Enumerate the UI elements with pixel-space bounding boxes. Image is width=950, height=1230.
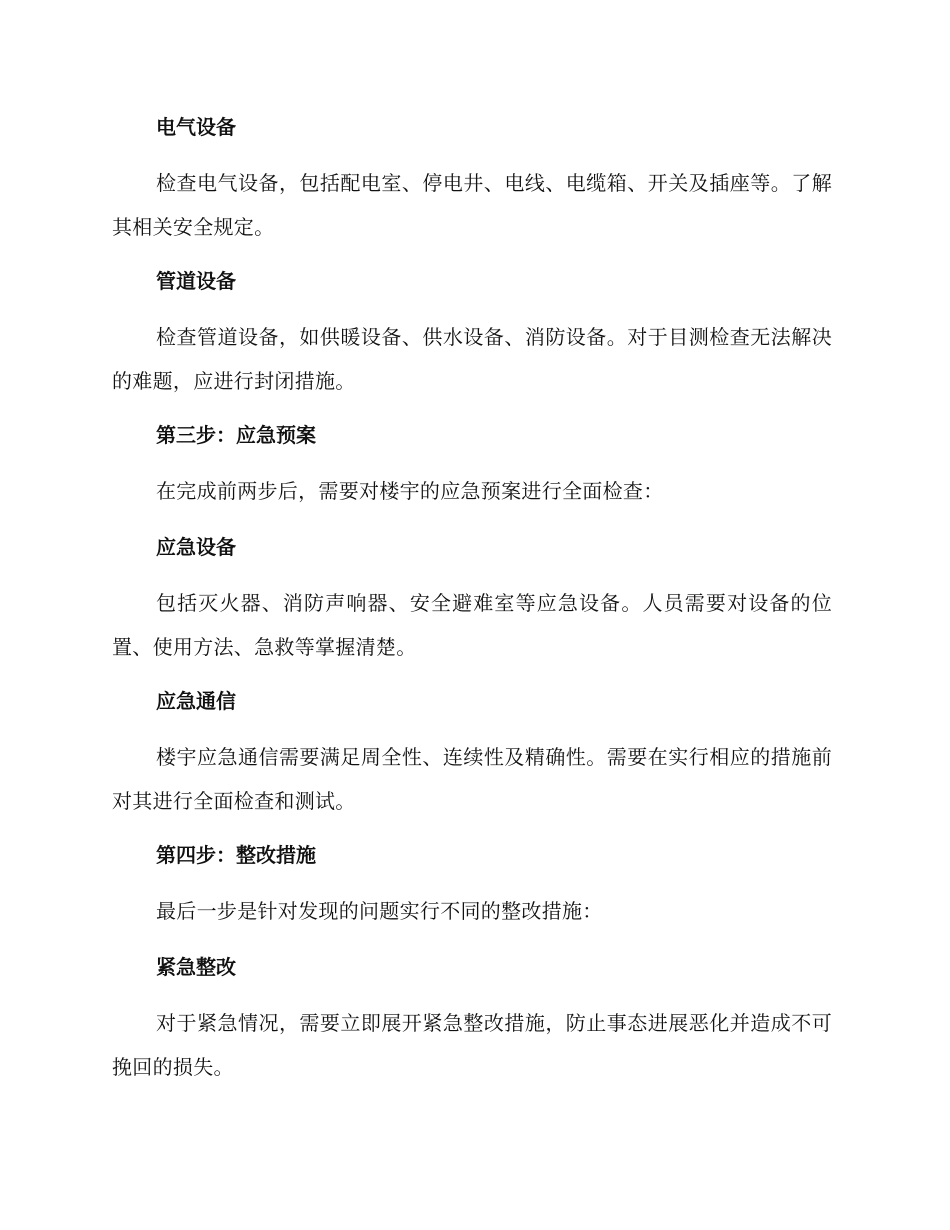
paragraph-electrical: 检查电气设备，包括配电室、停电井、电线、电缆箱、开关及插座等。了解其相关安全规定。 xyxy=(112,171,832,239)
paragraph-pipes: 检查管道设备，如供暖设备、供水设备、消防设备。对于目测检查无法解决的难题，应进行封闭措施。 xyxy=(112,325,832,393)
section-heading-emergency-equipment: 应急设备 xyxy=(156,535,236,559)
document-body xyxy=(112,107,832,1101)
section-heading-pipes: 管道设备 xyxy=(156,269,236,293)
section-heading-electrical: 电气设备 xyxy=(156,115,236,139)
paragraph-urgent-rectification: 对于紧急情况，需要立即展开紧急整改措施，防止事态进展恶化并造成不可挽回的损失。 xyxy=(112,1011,832,1079)
section-heading-emergency-communication: 应急通信 xyxy=(156,689,236,713)
paragraph-rectification: 最后一步是针对发现的问题实行不同的整改措施： xyxy=(156,899,603,923)
section-heading-urgent-rectification: 紧急整改 xyxy=(156,955,236,979)
paragraph-emergency-equipment: 包括灭火器、消防声响器、安全避难室等应急设备。人员需要对设备的位置、使用方法、急救等掌握清楚。 xyxy=(112,591,832,659)
paragraph-emergency-communication: 楼宇应急通信需要满足周全性、连续性及精确性。需要在实行相应的措施前对其进行全面检查和测试。 xyxy=(112,745,832,813)
step-heading-emergency-plan: 第三步：应急预案 xyxy=(156,423,316,447)
step-heading-rectification: 第四步：整改措施 xyxy=(156,843,316,867)
paragraph-emergency-plan: 在完成前两步后，需要对楼宇的应急预案进行全面检查： xyxy=(156,479,664,503)
